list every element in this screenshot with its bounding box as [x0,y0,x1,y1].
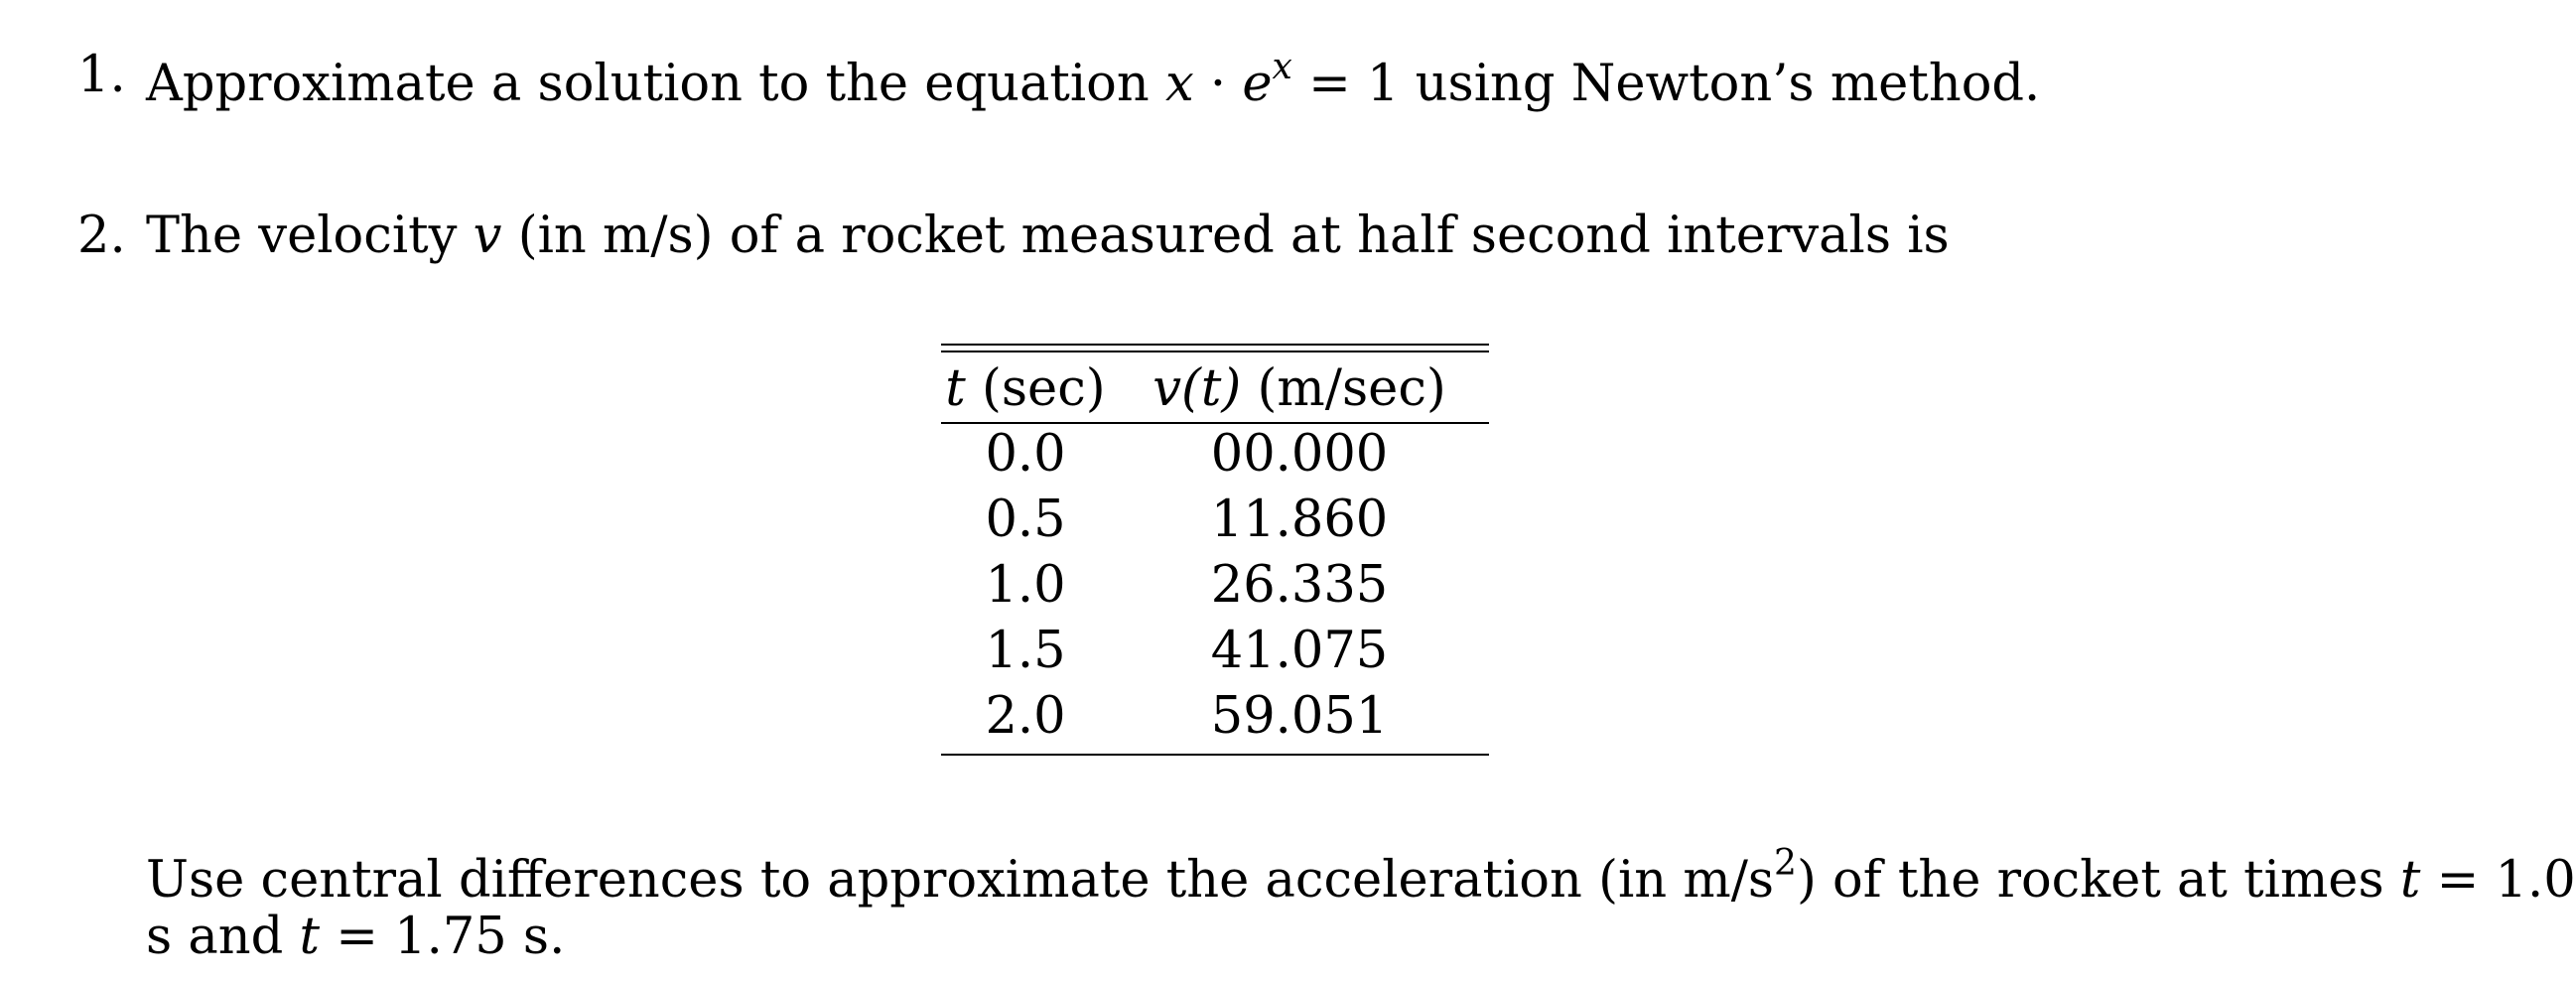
table-row-t: 1.0 [985,556,1066,615]
table-row-t: 1.5 [985,622,1066,680]
problem-2-number: 2. [77,207,126,265]
table-row-v: 41.075 [1210,622,1389,680]
problem-1-math-exponent: x [1272,47,1292,87]
question-line-2-a: s and [146,908,300,966]
problem-1-text [146,47,2041,113]
question-line-1-a: Use central differences to approximate the acceleration (in m/s [146,851,1775,910]
problem-2-text-after: (in m/s) of a rocket measured at half second intervals is [501,207,1950,265]
question-line-1-superscript: 2 [1774,843,1797,884]
table-row-v: 26.335 [1210,556,1389,615]
table-header-rule [941,422,1489,424]
table-header-t-unit: (sec) [965,359,1106,418]
problem-1-math-e: e [1242,55,1273,113]
table-header-v [1110,359,1489,418]
table-header-v-var: v(t) [1152,359,1242,418]
table-header-t [941,359,1110,418]
question-line-1-t: t [2399,851,2421,910]
problem-1-math-equals: = 1 [1291,55,1400,113]
problem-2-question-line-2 [146,908,566,966]
table-bottom-rule [941,754,1489,756]
table-top-rule-2 [941,351,1489,352]
table-row-v: 11.860 [1210,491,1389,549]
table-row-t: 2.0 [985,687,1066,746]
problem-1-text-before: Approximate a solution to the equation [146,55,1165,113]
problem-1-text-after: using Newton’s method. [1399,55,2041,113]
question-line-1-c: = 1.0 [2420,851,2576,910]
table-row-t: 0.5 [985,491,1066,549]
table-row-v: 59.051 [1210,687,1389,746]
table-row-v: 00.000 [1210,425,1389,484]
problem-2-math-v: v [473,207,502,265]
question-line-2-b: = 1.75 s. [320,908,566,966]
table-header-t-var: t [945,359,966,418]
problem-2-question-line-1 [146,843,2576,910]
table-header-v-unit: (m/sec) [1241,359,1446,418]
question-line-2-t: t [299,908,320,966]
problem-1-math-x: x [1164,55,1194,113]
problem-1-number: 1. [77,46,126,104]
problem-2-intro [146,207,1950,265]
problem-1-math-dot: · [1193,55,1243,113]
problem-2-text-before: The velocity [146,207,474,265]
question-line-1-b: ) of the rocket at times [1796,851,2400,910]
table-row-t: 0.0 [985,425,1066,484]
table-top-rule-1 [941,344,1489,346]
